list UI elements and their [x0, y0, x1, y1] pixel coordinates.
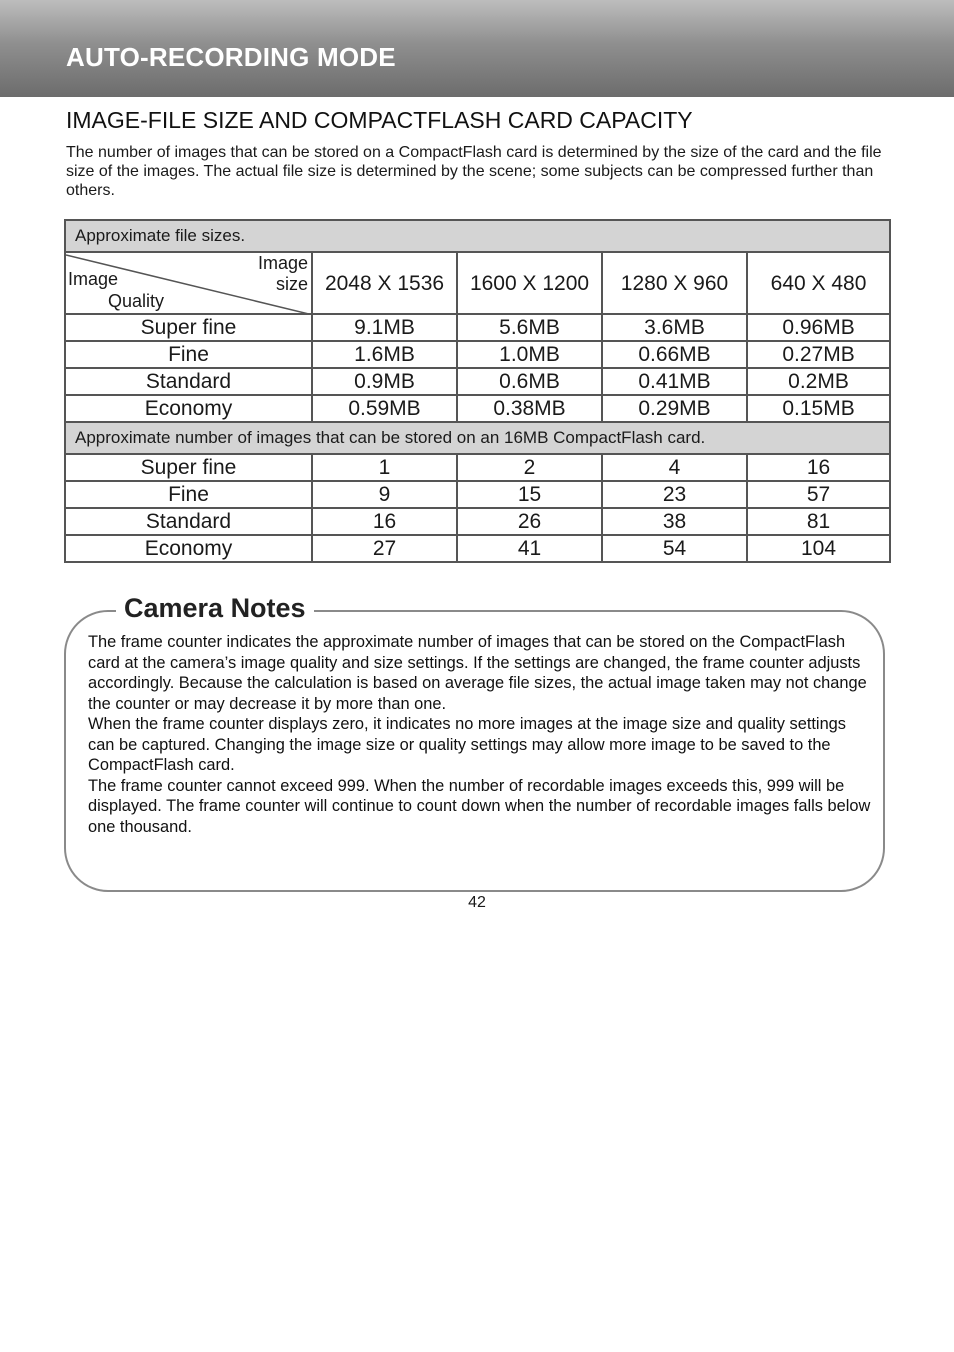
table-cell: 23 — [602, 481, 747, 508]
table-cell: 1 — [312, 454, 457, 481]
quality-label: Super fine — [65, 314, 312, 341]
table-cell: 1.6MB — [312, 341, 457, 368]
corner-quality-label: Quality — [108, 291, 165, 311]
quality-label: Economy — [65, 535, 312, 562]
quality-label: Fine — [65, 481, 312, 508]
column-header: 1280 X 960 — [602, 252, 747, 314]
column-header: 640 X 480 — [747, 252, 890, 314]
capacity-heading: Approximate number of images that can be stored on an 16MB CompactFlash card. — [65, 422, 890, 454]
page-header-title: AUTO-RECORDING MODE — [66, 42, 396, 72]
corner-image-label: Image — [68, 269, 119, 289]
table-row — [65, 481, 890, 508]
table-cell: 27 — [312, 535, 457, 562]
table-cell: 0.9MB — [312, 368, 457, 395]
column-header: 1600 X 1200 — [457, 252, 602, 314]
table-cell: 9.1MB — [312, 314, 457, 341]
capacity-heading-row — [65, 422, 890, 454]
table-cell: 104 — [747, 535, 890, 562]
table-row — [65, 508, 890, 535]
file-size-heading-row — [65, 220, 890, 252]
quality-label: Super fine — [65, 454, 312, 481]
table-cell: 0.38MB — [457, 395, 602, 422]
table-cell: 54 — [602, 535, 747, 562]
table-cell: 2 — [457, 454, 602, 481]
column-header: 2048 X 1536 — [312, 252, 457, 314]
table-row — [65, 395, 890, 422]
notes-paragraph: The frame counter cannot exceed 999. When the number of recordable images exceeds this, 999 will be displayed. The frame counter will continue to count down when the number of recordable images falls below one thousand. — [88, 776, 871, 836]
page-number: 42 — [468, 894, 486, 911]
table-cell: 38 — [602, 508, 747, 535]
table-cell: 0.29MB — [602, 395, 747, 422]
table-cell: 4 — [602, 454, 747, 481]
camera-notes-title: Camera Notes — [116, 593, 314, 624]
table-cell: 0.66MB — [602, 341, 747, 368]
table-cell: 26 — [457, 508, 602, 535]
intro-paragraph: The number of images that can be stored on a CompactFlash card is determined by the size of the card and the file size of the images. The actual file size is determined by the scene; some subjects can be compressed further than others. — [66, 144, 882, 199]
table-cell: 0.59MB — [312, 395, 457, 422]
table-row — [65, 368, 890, 395]
quality-label: Standard — [65, 368, 312, 395]
notes-paragraph: When the frame counter displays zero, it indicates no more images at the image size and quality settings can be captured. Changing the image size or quality settings may allow more image to be saved to the CompactFlash card. — [88, 715, 846, 774]
table-cell: 9 — [312, 481, 457, 508]
corner-image-size-label: Image size — [257, 253, 308, 294]
column-header-row — [65, 252, 890, 314]
table-cell: 16 — [747, 454, 890, 481]
table-cell: 5.6MB — [457, 314, 602, 341]
table-cell: 16 — [312, 508, 457, 535]
table-cell: 1.0MB — [457, 341, 602, 368]
notes-paragraph: The frame counter indicates the approximate number of images that can be stored on the CompactFlash card at the camera’s image quality and size settings. If the settings are changed, the frame counter adjusts accordingly. Because the calculation is based on average file sizes, the actual image taken may not change the counter or may decrease it by more than one. — [88, 633, 867, 713]
table-cell: 0.41MB — [602, 368, 747, 395]
quality-label: Standard — [65, 508, 312, 535]
table-row — [65, 341, 890, 368]
table-cell: 0.2MB — [747, 368, 890, 395]
section-title: IMAGE-FILE SIZE AND COMPACTFLASH CARD CAPACITY — [66, 107, 693, 133]
header-banner — [0, 0, 954, 97]
table-cell: 0.96MB — [747, 314, 890, 341]
table-cell: 0.15MB — [747, 395, 890, 422]
table-cell: 57 — [747, 481, 890, 508]
file-size-heading: Approximate file sizes. — [65, 220, 890, 252]
table-cell: 3.6MB — [602, 314, 747, 341]
table-row — [65, 535, 890, 562]
file-size-capacity-table — [64, 219, 891, 563]
quality-label: Economy — [65, 395, 312, 422]
table-cell: 81 — [747, 508, 890, 535]
table-cell: 15 — [457, 481, 602, 508]
table-cell: 41 — [457, 535, 602, 562]
camera-notes-text — [88, 632, 873, 837]
quality-label: Fine — [65, 341, 312, 368]
table-row — [65, 454, 890, 481]
corner-header-cell — [65, 252, 312, 314]
table-cell: 0.27MB — [747, 341, 890, 368]
table-row — [65, 314, 890, 341]
table-cell: 0.6MB — [457, 368, 602, 395]
